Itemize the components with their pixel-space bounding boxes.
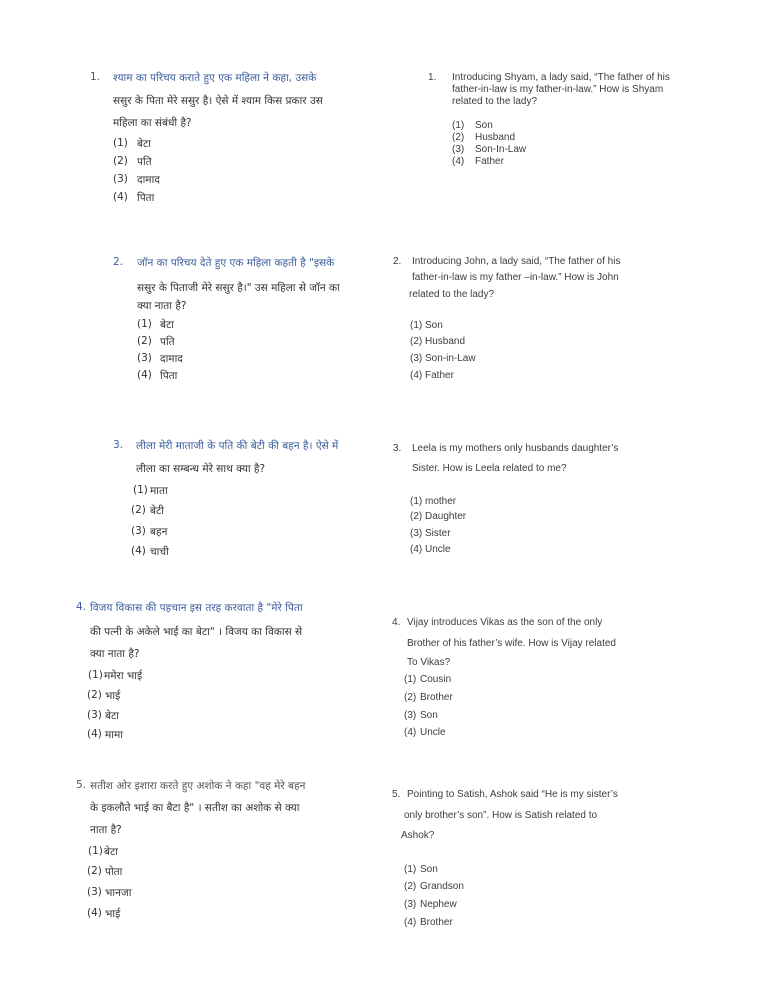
option-text: Uncle	[420, 727, 446, 738]
option-text: पिता	[137, 192, 155, 204]
question-text-line: श्याम का परिचय कराते हुए एक महिला ने कहा, उसके	[113, 72, 317, 84]
question-number: 4.	[392, 617, 401, 628]
option-label: (1)	[88, 669, 103, 681]
question-text-line: सतीश ओर इशारा करते हुए अशोक ने कहा "वह मेरे बहन	[90, 780, 306, 792]
option-label: (3)	[131, 525, 146, 537]
option-text: माता	[150, 485, 168, 497]
option-text: Son	[420, 864, 438, 875]
option-text: भानजा	[105, 887, 132, 899]
option-text: पोता	[105, 866, 123, 878]
question-text-line: Sister. How is Leela related to me?	[412, 463, 567, 474]
option-text: बेटा	[137, 138, 152, 150]
option-text: मामा	[105, 729, 123, 741]
question-text-line: क्या नाता है?	[137, 300, 187, 312]
option-label: (2)	[131, 504, 146, 516]
option-text: mother	[425, 496, 457, 507]
option-label: (1)	[88, 845, 103, 857]
question-text-line: जॉन का परिचय देते हुए एक महिला कहती है "इसके	[137, 257, 335, 269]
option-text: Father	[425, 370, 454, 381]
option-label: (4)	[452, 156, 465, 167]
option-label: (3)	[410, 528, 423, 539]
question-text-line: के इकलौते भाई का बैटा है" । सतीश का अशोक से क्या	[90, 802, 300, 814]
question-number: 1.	[90, 71, 101, 83]
option-label: (3)	[404, 710, 417, 721]
question-text-line: only brother’s son”. How is Satish related to	[404, 810, 598, 821]
option-text: पति	[160, 336, 175, 348]
option-text: Father	[475, 156, 504, 167]
question-text-line: ससुर के पिता मेरे ससुर है। ऐसे में श्याम किस प्रकार उस	[113, 95, 323, 107]
option-label: (1)	[452, 120, 465, 131]
question-number: 2.	[113, 256, 124, 268]
option-label: (3)	[452, 144, 465, 155]
question-text-line: Vijay introduces Vikas as the son of the only	[407, 617, 603, 628]
option-label: (2)	[87, 689, 102, 701]
option-text: भाई	[105, 690, 121, 702]
question-text-line: Brother of his father’s wife. How is Vijay related	[407, 638, 616, 649]
question-text-line: related to the lady?	[409, 289, 495, 300]
question-text-line: Pointing to Satish, Ashok said “He is my sister’s	[407, 789, 618, 800]
option-text: Son	[475, 120, 493, 131]
option-label: (4)	[87, 728, 102, 740]
option-text: भाई	[105, 908, 121, 920]
option-label: (3)	[410, 353, 423, 364]
question-number: 5.	[76, 779, 87, 791]
question-text-line: Leela is my mothers only husbands daughter’s	[412, 443, 619, 454]
question-text-line: लीला मेरी माताजी के पति की बेटी की बहन है। ऐसे में	[136, 440, 339, 452]
option-text: बेटा	[104, 846, 119, 858]
option-label: (4)	[410, 544, 423, 555]
option-label: (4)	[113, 191, 128, 203]
option-text: Daughter	[425, 511, 467, 522]
option-label: (2)	[137, 335, 152, 347]
option-text: Husband	[475, 132, 516, 143]
option-label: (1)	[137, 318, 152, 330]
option-text: चाची	[150, 546, 169, 558]
option-text: दामाद	[160, 353, 183, 365]
question-number: 3.	[393, 443, 402, 454]
option-text: Son-in-Law	[425, 353, 476, 364]
question-number: 1.	[428, 72, 437, 83]
question-number: 3.	[113, 439, 124, 451]
option-label: (1)	[113, 137, 128, 149]
option-text: बेटी	[150, 505, 165, 517]
option-text: बेटा	[160, 319, 175, 331]
option-text: Husband	[425, 336, 466, 347]
option-label: (1)	[404, 864, 417, 875]
option-text: Grandson	[420, 881, 464, 892]
option-label: (2)	[87, 865, 102, 877]
option-text: Uncle	[425, 544, 451, 555]
option-text: दामाद	[137, 174, 160, 186]
question-text-line: महिला का संबंधी है?	[113, 117, 192, 129]
option-text: Son-In-Law	[475, 144, 527, 155]
option-text: Cousin	[420, 674, 452, 685]
question-text-line: Ashok?	[401, 830, 435, 841]
option-text: पति	[137, 156, 152, 168]
option-label: (3)	[87, 886, 102, 898]
question-text-line: To Vikas?	[407, 657, 451, 668]
question-text-line: लीला का सम्बन्ध मेरे साथ क्या है?	[136, 463, 266, 475]
option-label: (3)	[87, 709, 102, 721]
option-text: Brother	[420, 692, 453, 703]
option-text: बहन	[150, 526, 168, 538]
question-text-line: related to the lady?	[452, 96, 538, 107]
option-label: (4)	[137, 369, 152, 381]
option-label: (4)	[410, 370, 423, 381]
option-label: (2)	[452, 132, 465, 143]
option-label: (3)	[137, 352, 152, 364]
question-text-line: Introducing Shyam, a lady said, “The father of his	[452, 72, 670, 83]
question-text-line: father-in-law is my father-in-law.” How is Shyam	[452, 84, 664, 95]
question-text-line: की पत्नी के अकेले भाई का बेटा" । विजय का विकास से	[90, 626, 303, 638]
option-label: (4)	[404, 727, 417, 738]
question-text-line: father-in-law is my father –in-law.” How is John	[412, 272, 619, 283]
option-text: Brother	[420, 917, 453, 928]
option-label: (1)	[404, 674, 417, 685]
option-label: (3)	[404, 899, 417, 910]
question-text-line: Introducing John, a lady said, “The father of his	[412, 256, 621, 267]
option-text: Sister	[425, 528, 451, 539]
question-text-line: ससुर के पिताजी मेरे ससुर है।" उस महिला से जॉन का	[137, 282, 340, 294]
option-label: (4)	[404, 917, 417, 928]
option-label: (2)	[404, 692, 417, 703]
option-label: (3)	[113, 173, 128, 185]
option-text: Son	[420, 710, 438, 721]
question-number: 5.	[392, 789, 401, 800]
option-label: (4)	[87, 907, 102, 919]
option-text: बेटा	[105, 710, 120, 722]
option-label: (2)	[410, 336, 423, 347]
option-label: (1)	[133, 484, 148, 496]
question-text-line: क्या नाता है?	[90, 648, 140, 660]
option-text: ममेरा भाई	[104, 670, 143, 682]
option-text: Nephew	[420, 899, 457, 910]
question-text-line: नाता है?	[90, 824, 122, 836]
option-text: Son	[425, 320, 443, 331]
question-text-line: विजय विकास की पहचान इस तरह करवाता है "मेरे पिता	[90, 602, 303, 614]
option-label: (1)	[410, 496, 423, 507]
option-label: (4)	[131, 545, 146, 557]
question-number: 2.	[393, 256, 402, 267]
option-label: (2)	[113, 155, 128, 167]
option-text: पिता	[160, 370, 178, 382]
question-number: 4.	[76, 601, 87, 613]
option-label: (2)	[410, 511, 423, 522]
option-label: (2)	[404, 881, 417, 892]
option-label: (1)	[410, 320, 423, 331]
